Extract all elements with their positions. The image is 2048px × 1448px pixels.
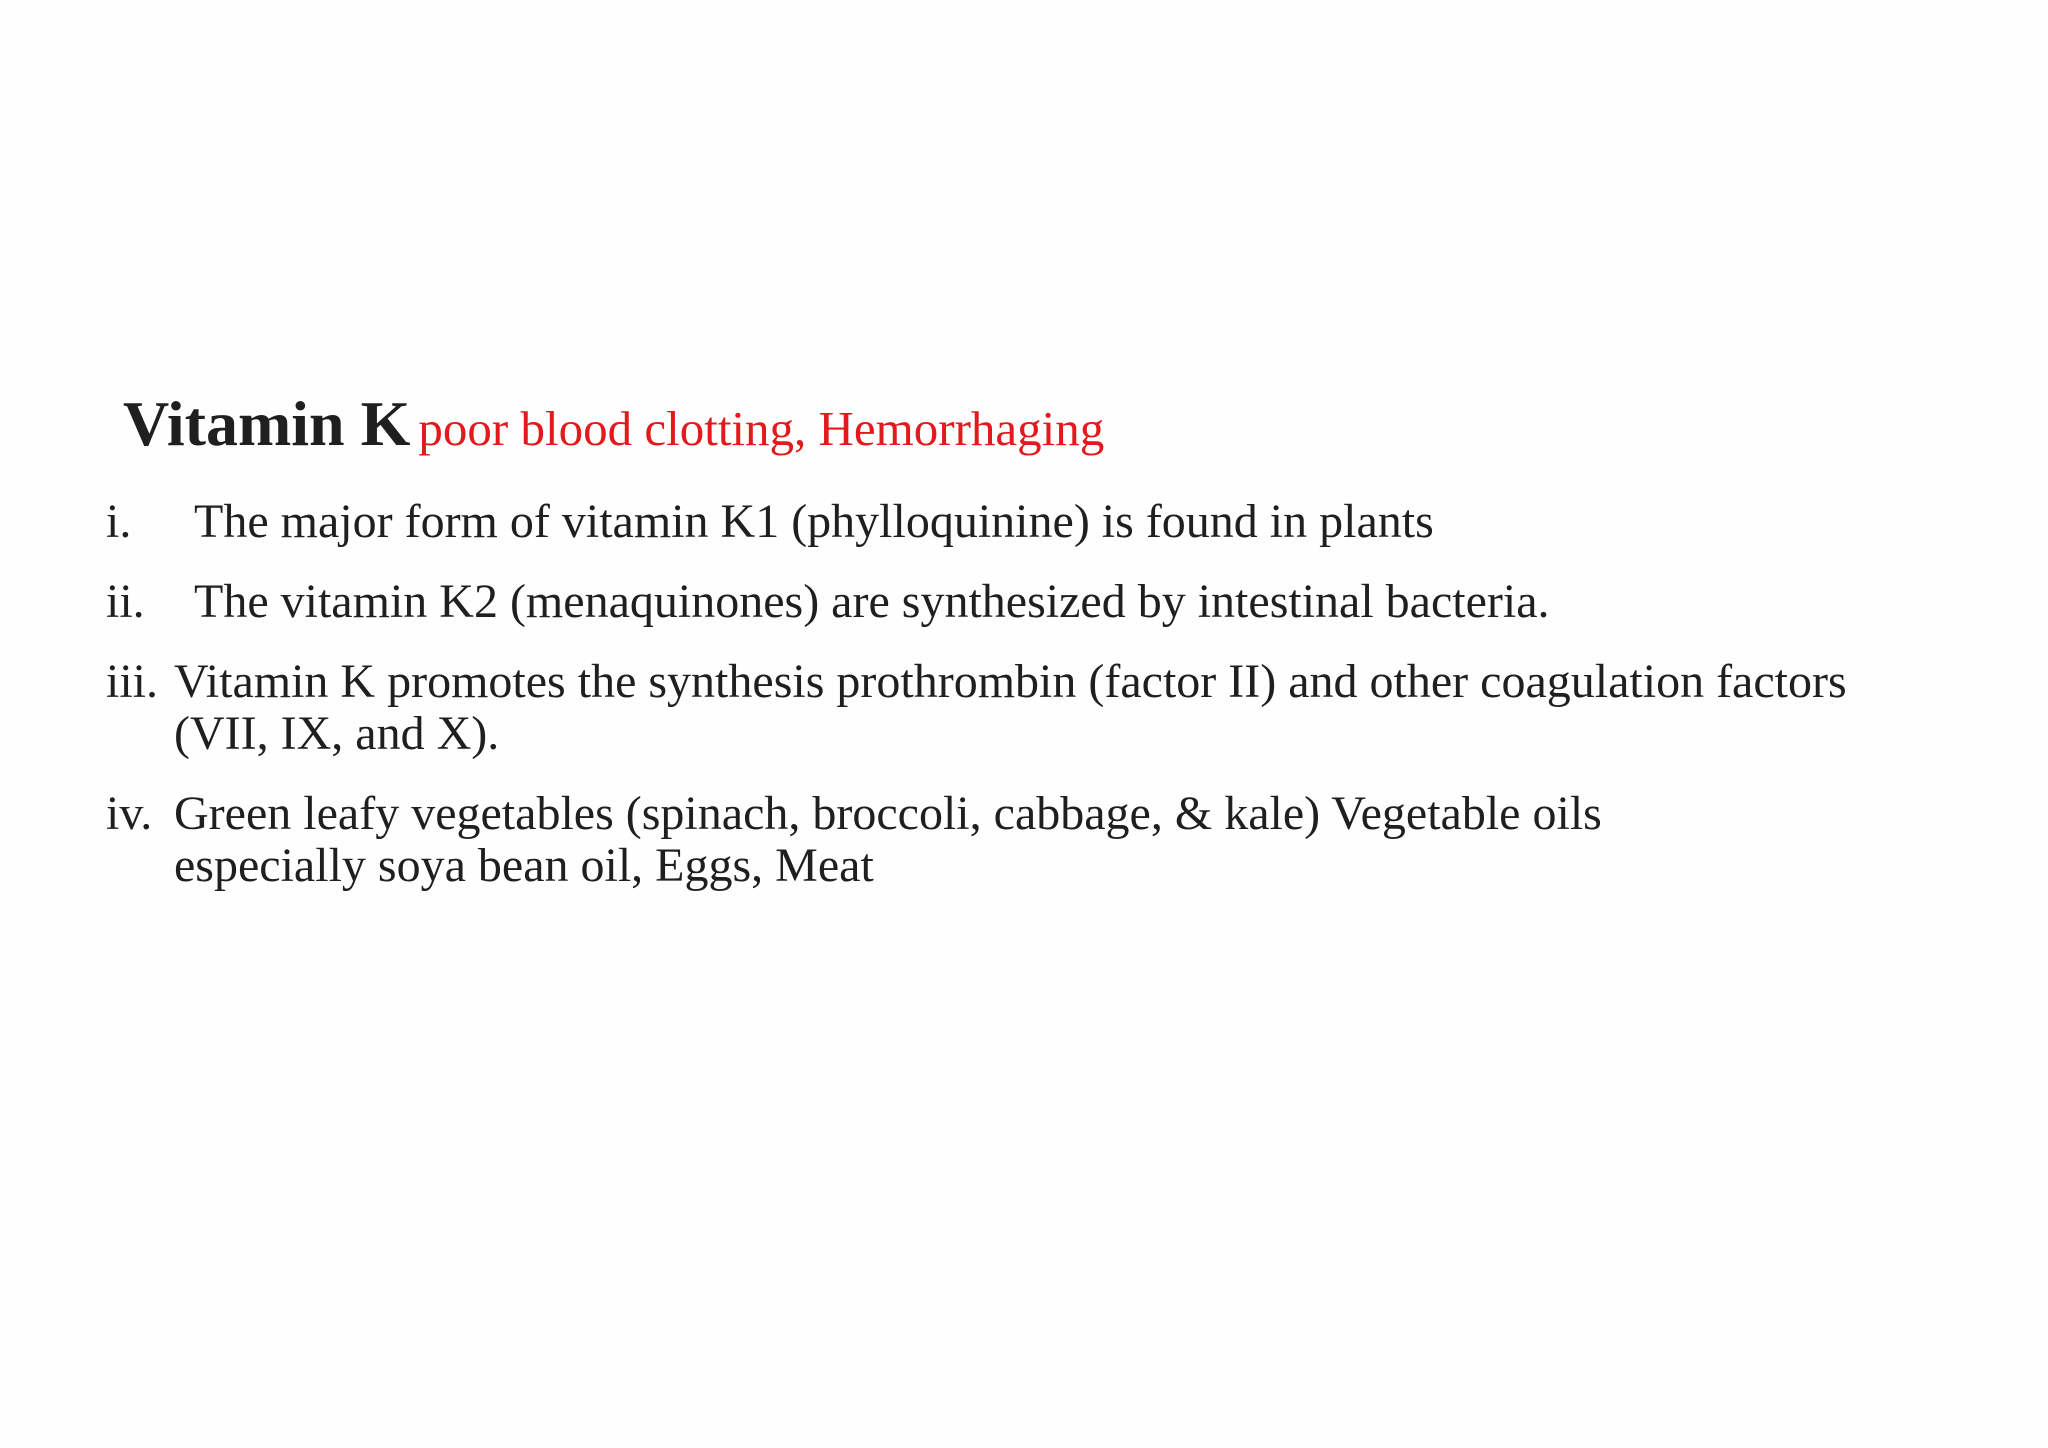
list-item xyxy=(106,788,1786,892)
list-item-number: iii. xyxy=(106,655,159,708)
list-item-text: Green leafy vegetables (spinach, broccoli, cabbage, & kale) Vegetable oils especially soya bean oil, Eggs, Meat xyxy=(174,787,1602,892)
list-item-text: Vitamin K promotes the synthesis prothrombin (factor II) and other coagulation factors (VII, IX, and X). xyxy=(174,655,1847,760)
heading-title: Vitamin K xyxy=(123,388,411,459)
heading-subtitle: poor blood clotting, Hemorrhaging xyxy=(418,401,1105,456)
list-item-number: i. xyxy=(106,495,132,548)
list-item xyxy=(106,576,2006,628)
list-item xyxy=(106,496,2006,548)
list-item-text: The major form of vitamin K1 (phylloquinine) is found in plants xyxy=(194,495,1434,548)
list-item-number: iv. xyxy=(106,787,153,840)
slide-heading xyxy=(123,388,1105,459)
list-item-text: The vitamin K2 (menaquinones) are synthesized by intestinal bacteria. xyxy=(194,575,1550,628)
list-item-number: ii. xyxy=(106,575,145,628)
list-item xyxy=(106,656,1866,760)
